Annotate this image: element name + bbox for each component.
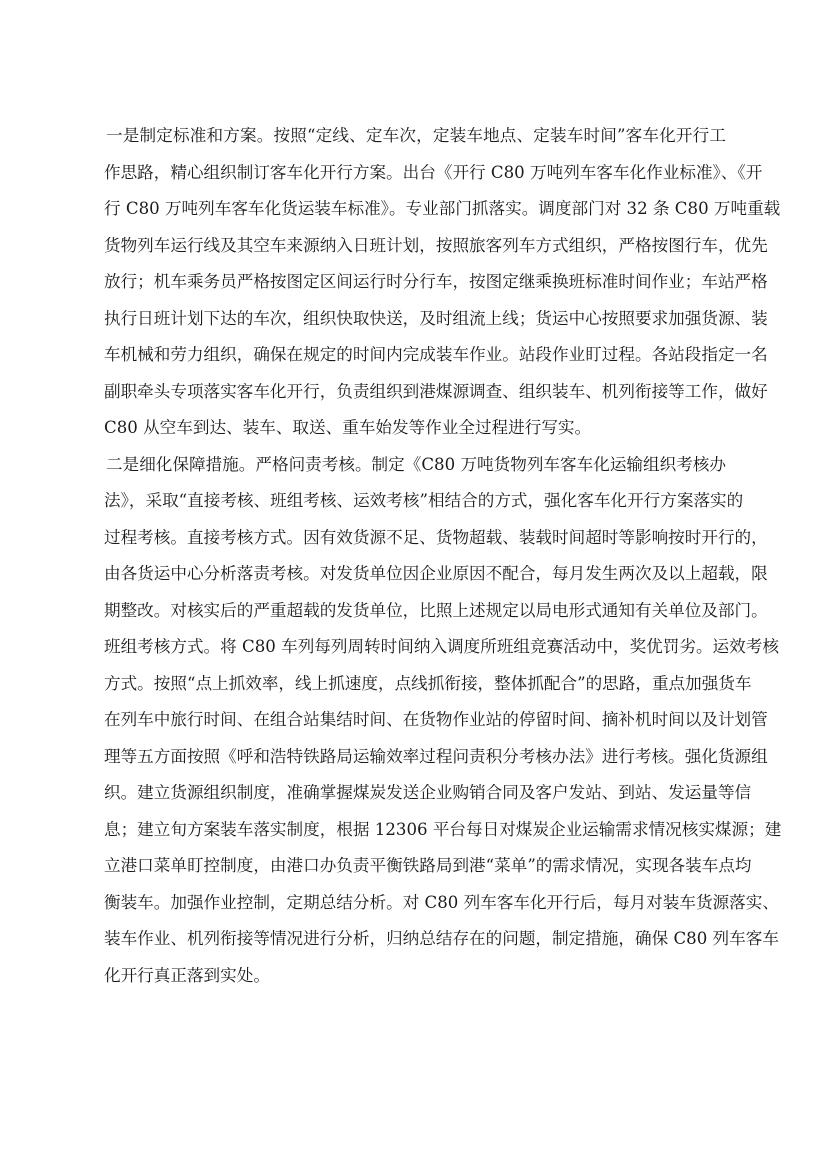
text-line: 方式。按照“点上抓效率，线上抓速度，点线抓衔接，整体抓配合”的思路，重点加强货车 [104, 673, 752, 693]
text-line: 货物列车运行线及其空车来源纳入日班计划，按照旅客列车方式组织，严格按图行车，优先 [104, 235, 768, 255]
text-line: 息；建立旬方案装车落实制度，根据 12306 平台每日对煤炭企业运输需求情况核实煤源；建 [104, 819, 782, 839]
document-body [104, 118, 782, 994]
text-line: 副职牵头专项落实客车化开行，负责组织到港煤源调查、组织装车、机列衔接等工作，做好 [104, 381, 768, 401]
text-line: 衡装车。加强作业控制，定期总结分析。对 C80 列车客车化开行后，每月对装车货源落实、 [104, 892, 779, 912]
text-line: 在列车中旅行时间、在组合站集结时间、在货物作业站的停留时间、摘补机时间以及计划管 [104, 710, 768, 729]
text-line: 化开行真正落到实处。 [104, 965, 270, 985]
text-line: 法》，采取“直接考核、班组考核、运效考核”相结合的方式，强化客车化开行方案落实的 [104, 491, 744, 510]
text-line: 织。建立货源组织制度，准确掌握煤炭发送企业购销合同及客户发站、到站、发运量等信 [104, 783, 752, 802]
paragraph [104, 118, 781, 447]
text-line: 车机械和劳力组织，确保在规定的时间内完成装车作业。站段作业盯过程。各站段指定一名 [104, 345, 768, 364]
text-line: 放行；机车乘务员严格按图定区间运行时分行车，按图定继乘换班标准时间作业；车站严格 [104, 272, 768, 291]
text-line: C80 从空车到达、装车、取送、重车始发等作业全过程进行写实。 [104, 418, 592, 437]
text-line: 由各货运中心分析落责考核。对发货单位因企业原因不配合，每月发生两次及以上超载，限 [104, 564, 768, 583]
text-line: 过程考核。直接考核方式。因有效货源不足、货物超载、装载时间超时等影响按时开行的， [104, 527, 768, 547]
text-line: 期整改。对核实后的严重超载的发货单位，比照上述规定以局电形式通知有关单位及部门。 [104, 600, 768, 620]
text-line: 立港口菜单盯控制度，由港口办负责平衡铁路局到港“菜单”的需求情况，实现各装车点均 [104, 856, 752, 875]
text-line: 作思路，精心组织制订客车化开行方案。出台《开行 C80 万吨列车客车化作业标准》、《开 [104, 162, 763, 182]
text-line: 班组考核方式。将 C80 车列每列周转时间纳入调度所班组竞赛活动中，奖优罚劣。运效考核 [104, 637, 779, 656]
paragraph [104, 447, 782, 995]
text-line: 执行日班计划下达的车次，组织快取快送，及时组流上线；货运中心按照要求加强货源、装 [104, 308, 768, 328]
text-line: 一是制定标准和方案。按照“定线、定车次，定装车地点、定装车时间”客车化开行工 [106, 126, 726, 145]
text-line: 行 C80 万吨列车客车化货运装车标准》。专业部门抓落实。调度部门对 32 条 C80 万吨重载 [104, 199, 781, 218]
text-line: 装车作业、机列衔接等情况进行分析，归纳总结存在的问题，制定措施，确保 C80 列车客车 [104, 929, 779, 948]
text-line: 理等五方面按照《呼和浩特铁路局运输效率过程问责积分考核办法》进行考核。强化货源组 [104, 746, 768, 766]
text-line: 二是细化保障措施。严格问责考核。制定《C80 万吨货物列车客车化运输组织考核办 [106, 454, 726, 474]
